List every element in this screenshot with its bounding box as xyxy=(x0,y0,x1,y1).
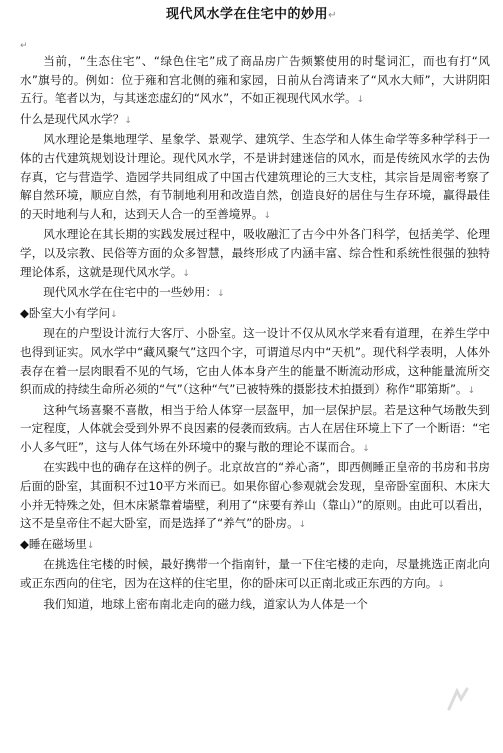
paragraph-p12 xyxy=(20,595,490,614)
paragraph-p7 xyxy=(20,324,490,400)
document-title xyxy=(0,6,503,24)
line-break-mark: ↓ xyxy=(217,289,225,300)
paragraph-p11 xyxy=(20,555,490,594)
paragraph-text: 在挑选住宅楼的时候，最好携带一个指南针，量一下住宅楼的走向，尽量挑选正南北向或正东西向的住宅，因为在这样的住宅里，你的卧床可以正南北或正东西的方向。 xyxy=(20,557,490,591)
title-text: 现代风水学在住宅中的妙用 xyxy=(166,7,329,22)
paragraph-text: 现代风水学在住宅中的一些妙用： xyxy=(43,285,218,300)
line-break-mark: ↓ xyxy=(86,540,95,551)
paragraph-p5 xyxy=(20,283,490,304)
paragraph-text: 现在的户型设计流行大客厅、小卧室。这一设计不仅从风水学来看有道理，在养生学中也得到证实。风水学中“藏风聚气”这四个字，可谓道尽内中“天机”。现代科学表明，人体外表存在着一层肉眼看不见的气场，它由人体本身产生的能量不断流动形成，这种能量流所交织而成的持续生命所必须的“气”（这种“气”已被特殊的摄影技术拍摄到）称作“耶第斯”。 xyxy=(20,326,490,397)
paragraph-p8 xyxy=(20,401,490,459)
line-break-mark: ↓ xyxy=(356,95,365,106)
paragraph-p4 xyxy=(20,225,490,283)
empty-line-mark: ↵ xyxy=(20,41,28,51)
paragraph-text: ◆睡在磁场里 xyxy=(20,536,87,551)
line-break-mark: ↓ xyxy=(124,115,132,126)
paragraph-text: 风水理论是集地理学、星象学、景观学、建筑学、生态学和人体生命学等多种学科于一体的古代建筑规划设计理论。现代风水学，不是讲封建迷信的风水，而是传统风水学的去伪存真，它与营造学、造园学共同组成了中国古代建筑理论的三大支柱，其宗旨是周密考察了解自然环境，顺应自然，有节制地利用和改造自然，创造良好的居住与生存环境，赢得最佳的天时地利与人和，达到天人合一的至善境界。 xyxy=(20,132,490,221)
watermark-logo-icon xyxy=(443,685,473,715)
paragraph-mark: ↵ xyxy=(328,10,337,21)
paragraph-p6 xyxy=(20,304,490,325)
line-break-mark: ↓ xyxy=(467,386,476,397)
paragraph-text: 风水理论在其长期的实践发展过程中，吸收融汇了古今中外各门科学，包括美学、伦理学，以及宗教、民俗等方面的众多智慧，最终形成了内涵丰富、综合性和系统性很强的独特理论体系，这就是现代风水学。 xyxy=(20,227,490,279)
paragraph-p9 xyxy=(20,458,490,534)
paragraph-text: ◆卧室大小有学问 xyxy=(20,305,111,320)
line-break-mark: ↓ xyxy=(437,580,445,591)
paragraph-text: 在实践中也的确存在这样的例子。北京故宫的“养心斋”，即西侧睡正皇帝的书房和书房后面的卧室，其面积不过10平方米而已。如果你留心参观就会发现，皇帝卧室面积、木床大小并无特殊之处，但木床紧靠着墙壁，利用了“床要有养山（靠山）”的原则。由此可以看出，这不是皇帝住不起大卧室，而是选择了“养气”的卧房。 xyxy=(20,460,490,531)
paragraph-text: 这种气场喜聚不喜散，相当于给人体穿一层盔甲，加一层保护层。若是这种气场散失到一定程度，人体就会受到外界不良因素的侵袭而致病。古人在居住环境上下了一个断语：“宅小人多气旺”，这与人体气场在外环境中的聚与散的理论不谋而合。 xyxy=(20,402,490,454)
line-break-mark: ↓ xyxy=(110,309,118,320)
paragraph-p10 xyxy=(20,535,490,556)
line-break-mark: ↓ xyxy=(263,210,272,221)
paragraph-text: 我们知道，地球上密布南北走向的磁力线，道家认为人体是一个 xyxy=(43,596,368,611)
paragraph-p2 xyxy=(20,110,490,131)
paragraph-p3 xyxy=(20,130,490,225)
line-break-mark: ↓ xyxy=(298,520,307,531)
document-body xyxy=(20,40,490,613)
paragraph-text: 当前，“生态住宅”、“绿色住宅”成了商品房广告频繁使用的时髦词汇，而也有打“风水”旗号的。例如：位于雍和宫北侧的雍和家园，日前从台湾请来了“风水大师”，大讲阴阳五行。笔者以为，与其迷恋虚幻的“风水”，不如正视现代风水学。 xyxy=(20,54,490,106)
paragraph-text: 什么是现代风水学？ xyxy=(20,111,125,126)
line-break-mark: ↓ xyxy=(362,443,370,454)
line-break-mark: ↓ xyxy=(182,268,190,279)
paragraph-p1 xyxy=(20,52,490,110)
